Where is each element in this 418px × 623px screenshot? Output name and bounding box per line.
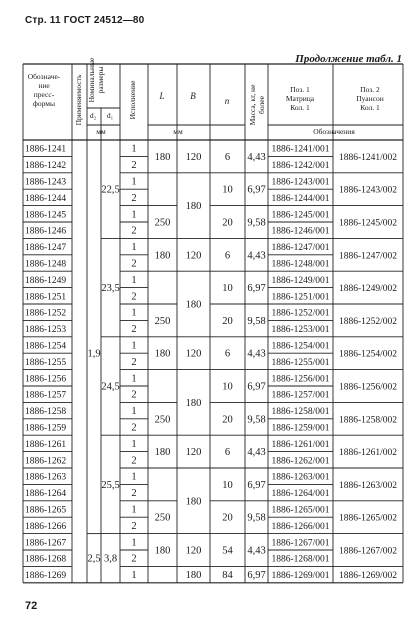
designation-cell: 1886-1245 xyxy=(25,210,67,221)
header-designation-line1: Обозначе- xyxy=(27,72,61,81)
version-cell: 2 xyxy=(131,291,137,303)
mass-value-cell: 4,43 xyxy=(247,151,266,163)
designation-cell: 1886-1258 xyxy=(25,407,67,418)
header-d2: d₂ xyxy=(89,111,97,120)
L-value-cell: 180 xyxy=(154,348,171,360)
mass-value-cell: 9,58 xyxy=(247,315,266,327)
header-L: L xyxy=(159,91,165,101)
mass-value-cell: 6,97 xyxy=(247,570,266,582)
matrix-code-cell: 1886-1261/001 xyxy=(271,439,330,450)
d2-value-cell: 2,5 xyxy=(87,553,101,565)
punch-code-cell: 1886-1258/002 xyxy=(338,415,398,426)
header-pos2-line2: Пуансон xyxy=(356,94,384,103)
version-cell: 1 xyxy=(131,537,137,549)
n-value-cell: 20 xyxy=(222,512,233,524)
version-cell: 2 xyxy=(131,422,137,434)
punch-code-cell: 1886-1269/002 xyxy=(338,571,398,582)
n-value-cell: 20 xyxy=(222,217,233,229)
header-designation-line4: формы xyxy=(32,99,56,108)
designation-cell: 1886-1252 xyxy=(25,308,67,319)
matrix-code-cell: 1886-1256/001 xyxy=(271,374,330,385)
punch-code-cell: 1886-1265/002 xyxy=(338,513,398,524)
punch-code-cell: 1886-1245/002 xyxy=(338,218,398,229)
B-value-cell: 120 xyxy=(185,447,202,459)
version-cell: 1 xyxy=(131,471,137,483)
mass-value-cell: 6,97 xyxy=(247,184,266,196)
designation-cell: 1886-1266 xyxy=(25,521,67,532)
n-value-cell: 84 xyxy=(222,570,233,582)
designation-cell: 1886-1248 xyxy=(25,259,67,270)
n-value-cell: 10 xyxy=(222,479,233,491)
matrix-code-cell: 1886-1258/001 xyxy=(271,407,330,418)
designation-cell: 1886-1251 xyxy=(25,292,67,303)
version-cell: 1 xyxy=(131,406,137,418)
designation-cell: 1886-1265 xyxy=(25,505,67,516)
mass-value-cell: 4,43 xyxy=(247,447,266,459)
header-version: Исполнение xyxy=(128,80,137,120)
designation-cell: 1886-1241 xyxy=(25,144,67,155)
header-B: B xyxy=(190,91,196,101)
matrix-code-cell: 1886-1262/001 xyxy=(271,456,330,467)
designation-cell: 1886-1243 xyxy=(25,177,67,188)
punch-code-cell: 1886-1247/002 xyxy=(338,251,398,262)
punch-code-cell: 1886-1256/002 xyxy=(338,382,398,393)
designation-cell: 1886-1256 xyxy=(25,374,67,385)
n-value-cell: 10 xyxy=(222,283,233,295)
matrix-code-cell: 1886-1242/001 xyxy=(271,161,330,172)
designation-cell: 1886-1259 xyxy=(25,423,67,434)
version-cell: 2 xyxy=(131,160,137,172)
matrix-code-cell: 1886-1241/001 xyxy=(271,144,330,155)
version-cell: 2 xyxy=(131,192,137,204)
B-value-cell: 120 xyxy=(185,151,202,163)
d1-value-cell: 3,8 xyxy=(103,553,118,565)
designation-cell: 1886-1244 xyxy=(25,193,67,204)
designation-cell: 1886-1261 xyxy=(25,439,67,450)
designation-cell: 1886-1269 xyxy=(25,571,67,582)
version-cell: 2 xyxy=(131,389,137,401)
version-cell: 2 xyxy=(131,488,137,500)
punch-code-cell: 1886-1241/002 xyxy=(338,152,398,163)
L-value-cell: 250 xyxy=(154,414,171,426)
matrix-code-cell: 1886-1245/001 xyxy=(271,210,330,221)
matrix-code-cell: 1886-1253/001 xyxy=(271,325,330,336)
version-cell: 2 xyxy=(131,455,137,467)
table-continuation-caption: Продолжение табл. 1 xyxy=(295,53,402,65)
n-value-cell: 6 xyxy=(224,151,231,163)
matrix-code-cell: 1886-1248/001 xyxy=(271,259,330,270)
L-value-cell: 180 xyxy=(154,545,171,557)
matrix-code-cell: 1886-1246/001 xyxy=(271,226,330,237)
designation-cell: 1886-1255 xyxy=(25,357,67,368)
d1-value-cell: 25,5 xyxy=(101,479,120,491)
mass-value-cell: 4,43 xyxy=(247,250,266,262)
matrix-code-cell: 1886-1255/001 xyxy=(271,357,330,368)
B-value-cell: 120 xyxy=(185,348,202,360)
page-number: 72 xyxy=(25,600,38,612)
header-designation-line3: пресс- xyxy=(33,90,55,99)
matrix-code-cell: 1886-1268/001 xyxy=(271,554,330,565)
header-pos2-line1: Поз. 2 xyxy=(360,85,380,94)
punch-code-cell: 1886-1243/002 xyxy=(338,185,398,196)
header-d1: d₁ xyxy=(106,111,114,120)
designation-cell: 1886-1249 xyxy=(25,275,67,286)
mass-value-cell: 4,43 xyxy=(247,545,266,557)
version-cell: 1 xyxy=(131,570,137,582)
mass-value-cell: 9,58 xyxy=(247,217,266,229)
version-cell: 1 xyxy=(131,438,137,450)
d1-value-cell: 24,5 xyxy=(101,381,120,393)
version-cell: 1 xyxy=(131,209,137,221)
n-value-cell: 6 xyxy=(224,250,231,262)
mass-value-cell: 6,97 xyxy=(247,479,266,491)
version-cell: 1 xyxy=(131,274,137,286)
header-nominal-sizes-line1: Номинальные xyxy=(87,57,96,103)
B-value-cell: 180 xyxy=(185,201,202,213)
version-cell: 1 xyxy=(131,373,137,385)
n-value-cell: 10 xyxy=(222,381,233,393)
version-cell: 1 xyxy=(131,307,137,319)
designation-cell: 1886-1263 xyxy=(25,472,67,483)
designation-cell: 1886-1247 xyxy=(25,243,67,254)
version-cell: 1 xyxy=(131,242,137,254)
matrix-code-cell: 1886-1252/001 xyxy=(271,308,330,319)
d1-value-cell: 23,5 xyxy=(101,283,120,295)
matrix-code-cell: 1886-1263/001 xyxy=(271,472,330,483)
mass-value-cell: 9,58 xyxy=(247,512,266,524)
punch-code-cell: 1886-1249/002 xyxy=(338,284,398,295)
version-cell: 2 xyxy=(131,258,137,270)
header-pos1-line1: Поз. 1 xyxy=(290,85,310,94)
designation-cell: 1886-1267 xyxy=(25,538,67,549)
matrix-code-cell: 1886-1265/001 xyxy=(271,505,330,516)
matrix-code-cell: 1886-1249/001 xyxy=(271,275,330,286)
n-value-cell: 6 xyxy=(224,447,231,459)
punch-code-cell: 1886-1267/002 xyxy=(338,546,398,557)
matrix-code-cell: 1886-1269/001 xyxy=(271,571,330,582)
version-cell: 1 xyxy=(131,504,137,516)
version-cell: 1 xyxy=(131,143,137,155)
designation-cell: 1886-1264 xyxy=(25,489,67,500)
L-value-cell: 180 xyxy=(154,151,171,163)
designation-cell: 1886-1254 xyxy=(25,341,67,352)
designation-cell: 1886-1262 xyxy=(25,456,67,467)
page-header: Стр. 11 ГОСТ 24512—80 xyxy=(25,15,145,26)
mass-value-cell: 9,58 xyxy=(247,414,266,426)
designation-cell: 1886-1242 xyxy=(25,161,67,172)
header-n: n xyxy=(224,96,230,106)
L-value-cell: 180 xyxy=(154,447,171,459)
matrix-code-cell: 1886-1257/001 xyxy=(271,390,330,401)
version-cell: 1 xyxy=(131,340,137,352)
mass-value-cell: 6,97 xyxy=(247,283,266,295)
n-value-cell: 54 xyxy=(222,545,233,557)
punch-code-cell: 1886-1252/002 xyxy=(338,316,398,327)
d2-value-cell: 1,9 xyxy=(87,348,101,360)
header-mm-unit-2: мм xyxy=(173,127,183,136)
header-nominal-sizes-line2: размеры xyxy=(96,66,105,94)
L-value-cell: 250 xyxy=(154,512,171,524)
matrix-code-cell: 1886-1251/001 xyxy=(271,292,330,303)
version-cell: 2 xyxy=(131,553,137,565)
punch-code-cell: 1886-1261/002 xyxy=(338,448,398,459)
designation-cell: 1886-1268 xyxy=(25,554,67,565)
n-value-cell: 10 xyxy=(222,184,233,196)
B-value-cell: 120 xyxy=(185,250,202,262)
table-body xyxy=(25,144,397,581)
matrix-code-cell: 1886-1264/001 xyxy=(271,489,330,500)
designation-cell: 1886-1253 xyxy=(25,325,67,336)
L-value-cell: 180 xyxy=(154,250,171,262)
table-header xyxy=(28,57,384,136)
n-value-cell: 20 xyxy=(222,315,233,327)
header-pos1-line3: Кол. 1 xyxy=(290,103,310,112)
designation-cell: 1886-1246 xyxy=(25,226,67,237)
mass-value-cell: 4,43 xyxy=(247,348,266,360)
header-pos1-line2: Матрица xyxy=(285,94,315,103)
matrix-code-cell: 1886-1267/001 xyxy=(271,538,330,549)
header-mass-line1: Масса, кг, не xyxy=(248,84,257,126)
version-cell: 2 xyxy=(131,324,137,336)
version-cell: 1 xyxy=(131,176,137,188)
matrix-code-cell: 1886-1254/001 xyxy=(271,341,330,352)
matrix-code-cell: 1886-1247/001 xyxy=(271,243,330,254)
L-value-cell: 250 xyxy=(154,315,171,327)
matrix-code-cell: 1886-1266/001 xyxy=(271,521,330,532)
B-value-cell: 180 xyxy=(185,570,202,582)
n-value-cell: 20 xyxy=(222,414,233,426)
B-value-cell: 180 xyxy=(185,299,202,311)
d1-value-cell: 22,5 xyxy=(101,184,120,196)
designation-cell: 1886-1257 xyxy=(25,390,67,401)
punch-code-cell: 1886-1254/002 xyxy=(338,349,398,360)
punch-code-cell: 1886-1263/002 xyxy=(338,480,398,491)
version-cell: 2 xyxy=(131,225,137,237)
n-value-cell: 6 xyxy=(224,348,231,360)
header-mm-unit: мм xyxy=(96,127,106,136)
version-cell: 2 xyxy=(131,356,137,368)
matrix-code-cell: 1886-1244/001 xyxy=(271,193,330,204)
matrix-code-cell: 1886-1243/001 xyxy=(271,177,330,188)
version-cell: 2 xyxy=(131,520,137,532)
B-value-cell: 120 xyxy=(185,545,202,557)
mass-value-cell: 6,97 xyxy=(247,381,266,393)
L-value-cell: 250 xyxy=(154,217,171,229)
header-designations: Обозначения xyxy=(313,127,355,136)
matrix-code-cell: 1886-1259/001 xyxy=(271,423,330,434)
B-value-cell: 180 xyxy=(185,397,202,409)
header-pos2-line3: Кол. 1 xyxy=(360,103,380,112)
header-applicability: Применяемость xyxy=(74,74,83,126)
B-value-cell: 180 xyxy=(185,496,202,508)
header-mass-line2: более xyxy=(257,96,266,114)
header-designation-line2: ние xyxy=(38,81,50,90)
